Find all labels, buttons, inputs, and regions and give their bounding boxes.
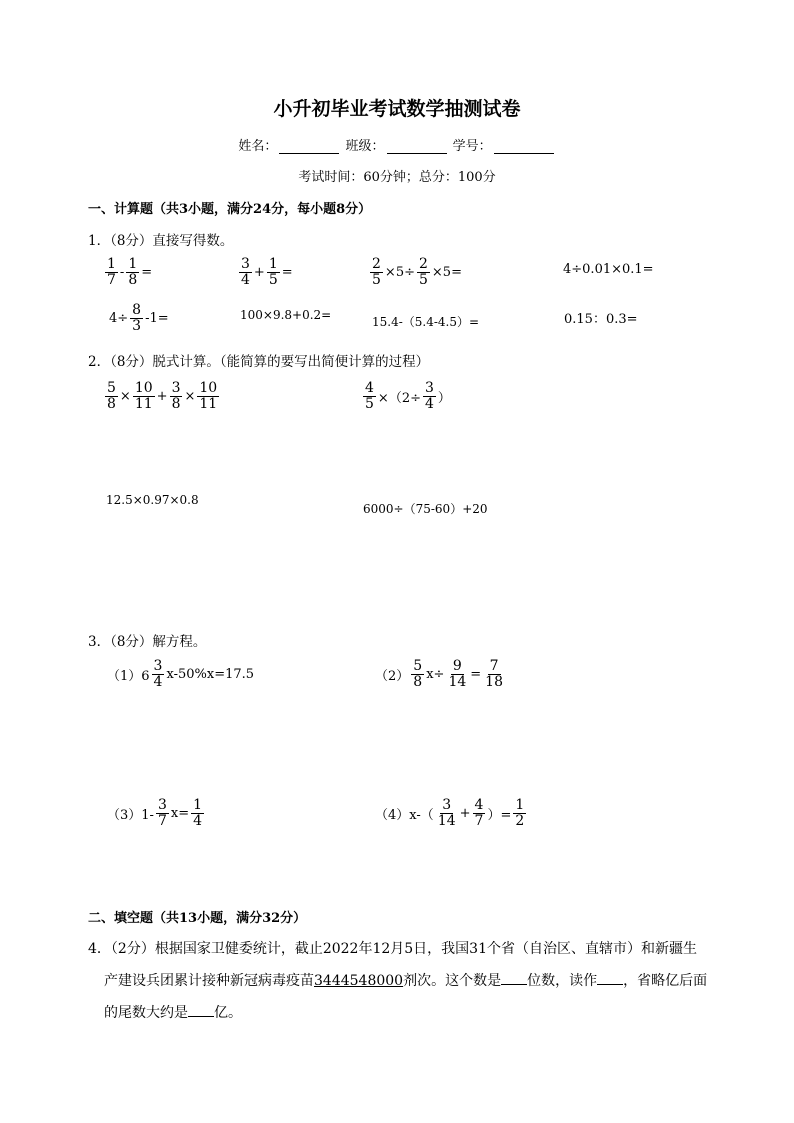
q1-expr-2: $\frac{3}{4}$ + $\frac{1}{5}$ = [241,256,293,288]
q2-expr-4: 6000÷（75-60）+20 [363,502,488,516]
section-1-heading: 一、计算题（共3小题，满分24分，每小题8分） [88,202,372,217]
answer-blank[interactable] [188,1002,214,1017]
fraction: $\frac{3}{7}$ [157,797,167,829]
fraction: $\frac{7}{18}$ [485,658,503,690]
id-label: 学号： [452,139,492,154]
q1-expr-1: $\frac{1}{7}$ - $\frac{1}{8}$ = [107,256,153,288]
id-blank[interactable] [494,140,554,154]
q4-line-2: 产建设兵团累计接种新冠病毒疫苗3444548000剂次。这个数是 位数，读作 ，省略亿后面 [104,965,707,997]
q1-expr-5: 4÷ $\frac{8}{3}$ -1= [109,302,169,334]
fraction: $\frac{3}{4}$ [424,380,434,412]
fraction: $\frac{5}{8}$ [413,658,423,690]
fraction: $\frac{2}{5}$ [372,256,381,288]
fraction: $\frac{1}{7}$ [107,256,116,288]
class-blank[interactable] [387,140,447,154]
fraction: $\frac{3}{8}$ [171,380,181,412]
fraction: $\frac{10}{11}$ [134,380,153,412]
answer-blank[interactable] [501,970,527,985]
q3-equation-2: （2） $\frac{5}{8}$ x÷ $\frac{9}{14}$ = $\frac{7}{18}$ [375,658,503,690]
q1-label: 1．（8分）直接写得数。 [88,233,234,249]
q4-line-1: 4．（2分）根据国家卫健委统计，截止2022年12月5日，我国31个省（自治区、直辖市）和新疆生 [88,941,697,957]
q2-expr-2: $\frac{4}{5}$ ×（2÷ $\frac{3}{4}$ ） [365,380,451,412]
q3-equation-3: （3）1- $\frac{3}{7}$ x= $\frac{1}{4}$ [107,797,203,829]
answer-blank[interactable] [597,970,623,985]
fraction: $\frac{2}{5}$ [418,256,428,288]
q1-expr-8: 0.15：0.3= [564,312,638,327]
fraction: $\frac{1}{5}$ [268,256,278,288]
exam-time: 考试时间：60分钟；总分：100分 [298,170,496,185]
q3-equation-4: （4）x-（ $\frac{3}{14}$ + $\frac{4}{7}$ ）= $\frac{1}{2}$ [375,797,525,829]
fraction: $\frac{1}{4}$ [193,797,203,829]
q3-label: 3．（8分）解方程。 [88,634,207,650]
page-title: 小升初毕业考试数学抽测试卷 [273,98,521,120]
fraction: $\frac{3}{4}$ [241,256,250,288]
q2-label: 2．（8分）脱式计算。（能简算的要写出简便计算的过程） [88,354,430,370]
q1-expr-4: 4÷0.01×0.1= [563,262,654,277]
fraction: $\frac{4}{7}$ [474,797,484,829]
q4-line-3: 的尾数大约是 亿。 [104,997,242,1029]
q1-expr-3: $\frac{2}{5}$ ×5÷ $\frac{2}{5}$ ×5= [372,256,462,288]
class-label: 班级： [345,139,385,154]
fraction: $\frac{3}{4}$ [153,658,163,690]
vaccine-number: 3444548000 [314,973,404,989]
fraction: $\frac{9}{14}$ [448,658,467,690]
fraction: $\frac{3}{14}$ [437,797,456,829]
section-2-heading: 二、填空题（共13小题，满分32分） [88,911,307,926]
name-label: 姓名： [238,139,278,154]
q1-expr-6: 100×9.8+0.2= [240,308,332,322]
student-info-line [0,135,794,154]
q2-expr-1: $\frac{5}{8}$ × $\frac{10}{11}$ + $\frac{3}{8}$ × $\frac{10}{11}$ [107,380,218,412]
q2-expr-3: 12.5×0.97×0.8 [106,493,199,507]
fraction: $\frac{8}{3}$ [132,302,142,334]
fraction: $\frac{1}{2}$ [515,797,525,829]
q1-expr-7: 15.4-（5.4-4.5）= [372,315,480,329]
name-blank[interactable] [279,140,339,154]
fraction: $\frac{5}{8}$ [107,380,116,412]
fraction: $\frac{4}{5}$ [365,380,374,412]
fraction: $\frac{10}{11}$ [199,380,218,412]
fraction: $\frac{1}{8}$ [128,256,138,288]
q3-equation-1: （1）6 $\frac{3}{4}$ x-50%x=17.5 [107,658,255,690]
